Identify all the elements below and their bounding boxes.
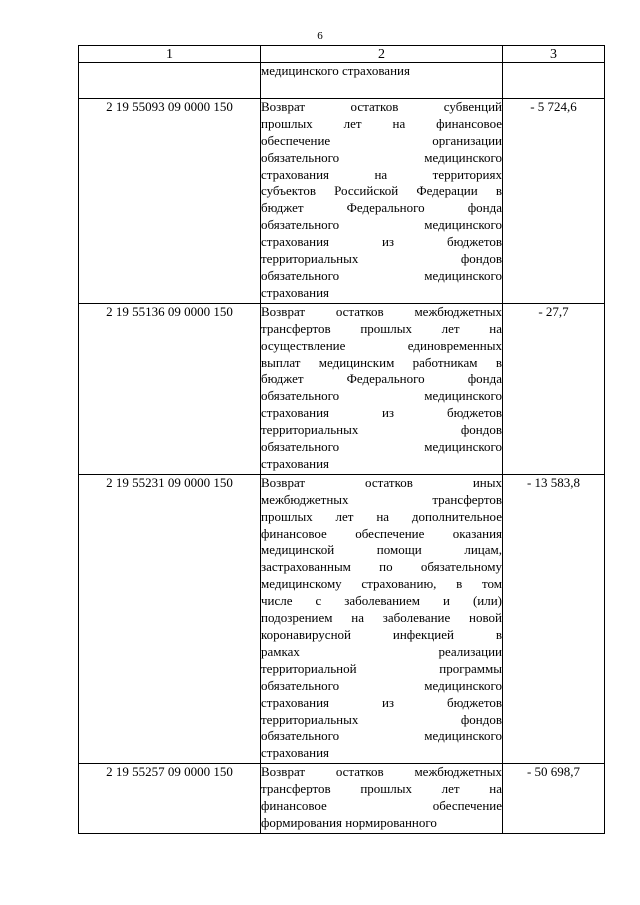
description-cell [261, 764, 503, 834]
amount-cell: - 13 583,8 [503, 474, 605, 763]
description-line: формирования нормированного [261, 814, 437, 830]
description-cell [261, 63, 503, 99]
description-line: обязательного медицинского [261, 217, 502, 233]
description-line: осуществление единовременных [261, 337, 502, 353]
description-line: обязательного медицинского [261, 149, 502, 165]
description-line: медицинскому страхованию, в том [261, 576, 502, 592]
description-cell [261, 474, 503, 763]
description-line: Возврат остатков межбюджетных [261, 764, 502, 780]
description-line: страхования [261, 745, 330, 761]
description-line: межбюджетных трансфертов [261, 491, 502, 507]
description-line: обязательного медицинского [261, 267, 502, 283]
budget-code-cell [79, 63, 261, 99]
table-row [79, 303, 605, 474]
description-line: Возврат остатков иных [261, 474, 502, 490]
description-line: территориальной программы [261, 660, 502, 676]
column-header-code: 1 [79, 46, 261, 63]
description-line: финансовое обеспечение оказания [261, 525, 502, 541]
description-line: бюджет Федерального фонда [261, 371, 502, 387]
description-line: выплат медицинским работникам в [261, 354, 502, 370]
description-line: страхования из бюджетов [261, 405, 502, 421]
description-line: подозрением на заболевание новой [261, 610, 502, 626]
budget-code-cell: 2 19 55093 09 0000 150 [79, 98, 261, 303]
description-line: коронавирусной инфекцией в [261, 627, 502, 642]
description-line: прошлых лет на финансовое [261, 115, 502, 131]
table-header-row [79, 46, 605, 63]
table-row [79, 764, 605, 834]
column-header-amount: 3 [503, 46, 605, 63]
description-cell [261, 303, 503, 474]
description-line: рамках реализации [261, 643, 502, 659]
amount-cell: - 50 698,7 [503, 764, 605, 834]
description-line: Возврат остатков субвенций [261, 98, 502, 114]
description-line: обеспечение организации [261, 132, 502, 148]
amount-cell: - 27,7 [503, 303, 605, 474]
table-row [79, 474, 605, 763]
description-line: числе с заболеванием и (или) [261, 593, 502, 609]
description-line: страхования [261, 455, 330, 471]
description-line: прошлых лет на дополнительное [261, 508, 502, 524]
description-line: застрахованным по обязательному [261, 559, 502, 575]
budget-table [78, 45, 605, 834]
page-number: 6 [317, 30, 323, 42]
description-line: страхования из бюджетов [261, 234, 502, 250]
description-line: обязательного медицинского [261, 439, 502, 455]
description-line: страхования на территориях [261, 166, 502, 182]
description-line: финансовое обеспечение [261, 798, 502, 814]
column-header-description: 2 [261, 46, 503, 63]
description-cell [261, 98, 503, 303]
description-line: страхования [261, 284, 330, 300]
description-line: Возврат остатков межбюджетных [261, 303, 502, 319]
description-line: обязательного медицинского [261, 388, 502, 404]
budget-code-cell: 2 19 55231 09 0000 150 [79, 474, 261, 763]
table-row [79, 98, 605, 303]
description-line: субъектов Российской Федерации в [261, 183, 502, 199]
description-line: медицинской помощи лицам, [261, 542, 502, 558]
table-body [79, 63, 605, 834]
description-line: трансфертов прошлых лет на [261, 781, 502, 797]
description-line: страхования из бюджетов [261, 694, 502, 710]
budget-code-cell: 2 19 55257 09 0000 150 [79, 764, 261, 834]
description-line: территориальных фондов [261, 251, 502, 267]
description-line: бюджет Федерального фонда [261, 200, 502, 216]
description-line: медицинского страхования [261, 63, 410, 78]
description-line: обязательного медицинского [261, 677, 502, 693]
description-line: территориальных фондов [261, 422, 502, 438]
description-line: территориальных фондов [261, 711, 502, 727]
budget-code-cell: 2 19 55136 09 0000 150 [79, 303, 261, 474]
description-line: трансфертов прошлых лет на [261, 320, 502, 336]
table-row [79, 63, 605, 99]
amount-cell: - 5 724,6 [503, 98, 605, 303]
amount-cell [503, 63, 605, 99]
description-line: обязательного медицинского [261, 728, 502, 744]
